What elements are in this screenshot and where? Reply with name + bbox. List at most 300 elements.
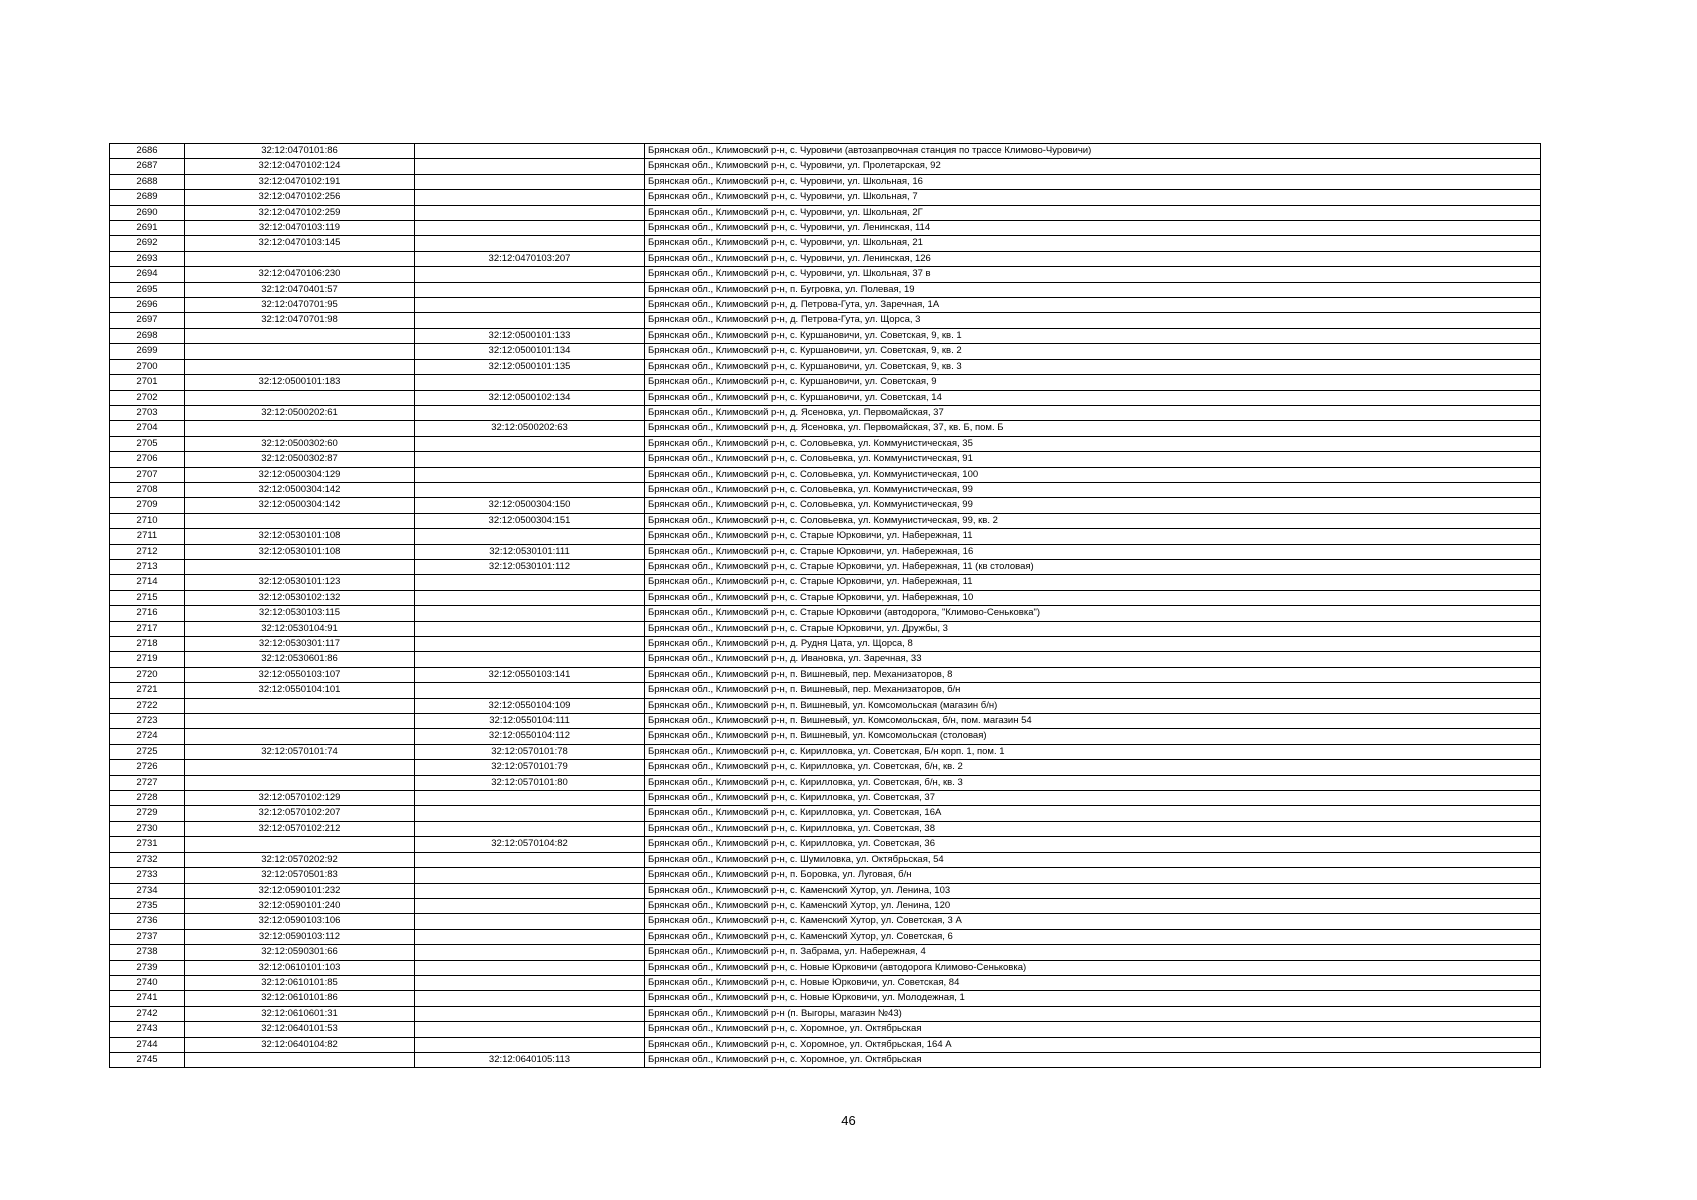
land-cadastral-number-cell: 32:12:0570101:74 — [185, 744, 415, 759]
building-cadastral-number-cell: 32:12:0550104:111 — [415, 714, 645, 729]
row-number-cell: 2716 — [110, 606, 185, 621]
land-cadastral-number-cell: 32:12:0470106:230 — [185, 267, 415, 282]
building-cadastral-number-cell — [415, 159, 645, 174]
row-number-cell: 2695 — [110, 282, 185, 297]
building-cadastral-number-cell — [415, 236, 645, 251]
row-number-cell: 2692 — [110, 236, 185, 251]
row-number-cell: 2707 — [110, 467, 185, 482]
address-cell: Брянская обл., Климовский р-н, с. Шумиловка, ул. Октябрьская, 54 — [645, 852, 1541, 867]
building-cadastral-number-cell — [415, 205, 645, 220]
row-number-cell: 2732 — [110, 852, 185, 867]
table-row — [110, 405, 1541, 420]
land-cadastral-number-cell: 32:12:0500302:60 — [185, 436, 415, 451]
building-cadastral-number-cell: 32:12:0550104:112 — [415, 729, 645, 744]
row-number-cell: 2743 — [110, 1022, 185, 1037]
row-number-cell: 2686 — [110, 144, 185, 159]
row-number-cell: 2717 — [110, 621, 185, 636]
building-cadastral-number-cell: 32:12:0500102:134 — [415, 390, 645, 405]
address-cell: Брянская обл., Климовский р-н, с. Соловьевка, ул. Коммунистическая, 99 — [645, 482, 1541, 497]
address-cell: Брянская обл., Климовский р-н, с. Чуровичи, ул. Школьная, 21 — [645, 236, 1541, 251]
address-cell: Брянская обл., Климовский р-н, с. Новые Юрковичи, ул. Советская, 84 — [645, 975, 1541, 990]
building-cadastral-number-cell: 32:12:0500304:151 — [415, 513, 645, 528]
land-cadastral-number-cell: 32:12:0530103:115 — [185, 606, 415, 621]
address-cell: Брянская обл., Климовский р-н, с. Каменский Хутор, ул. Советская, 3 А — [645, 914, 1541, 929]
row-number-cell: 2701 — [110, 375, 185, 390]
land-cadastral-number-cell: 32:12:0610101:85 — [185, 975, 415, 990]
address-cell: Брянская обл., Климовский р-н, с. Кирилловка, ул. Советская, б/н, кв. 3 — [645, 775, 1541, 790]
row-number-cell: 2696 — [110, 298, 185, 313]
building-cadastral-number-cell — [415, 1037, 645, 1052]
land-cadastral-number-cell: 32:12:0530101:108 — [185, 544, 415, 559]
table-row — [110, 559, 1541, 574]
table-row — [110, 960, 1541, 975]
land-cadastral-number-cell: 32:12:0470103:145 — [185, 236, 415, 251]
table-row — [110, 852, 1541, 867]
building-cadastral-number-cell — [415, 1006, 645, 1021]
land-cadastral-number-cell — [185, 729, 415, 744]
land-cadastral-number-cell — [185, 513, 415, 528]
land-cadastral-number-cell — [185, 1052, 415, 1067]
row-number-cell: 2736 — [110, 914, 185, 929]
building-cadastral-number-cell — [415, 991, 645, 1006]
land-cadastral-number-cell: 32:12:0530102:132 — [185, 590, 415, 605]
row-number-cell: 2735 — [110, 898, 185, 913]
land-cadastral-number-cell — [185, 760, 415, 775]
address-cell: Брянская обл., Климовский р-н, с. Хоромное, ул. Октябрьская — [645, 1022, 1541, 1037]
table-row — [110, 837, 1541, 852]
land-cadastral-number-cell — [185, 559, 415, 574]
building-cadastral-number-cell — [415, 575, 645, 590]
address-cell: Брянская обл., Климовский р-н, с. Соловьевка, ул. Коммунистическая, 99 — [645, 498, 1541, 513]
land-cadastral-number-cell: 32:12:0590103:106 — [185, 914, 415, 929]
row-number-cell: 2740 — [110, 975, 185, 990]
land-cadastral-number-cell: 32:12:0500302:87 — [185, 452, 415, 467]
row-number-cell: 2715 — [110, 590, 185, 605]
building-cadastral-number-cell: 32:12:0500101:133 — [415, 328, 645, 343]
address-cell: Брянская обл., Климовский р-н, с. Куршановичи, ул. Советская, 9, кв. 3 — [645, 359, 1541, 374]
table-row — [110, 313, 1541, 328]
row-number-cell: 2713 — [110, 559, 185, 574]
table-row — [110, 498, 1541, 513]
land-cadastral-number-cell: 32:12:0470701:98 — [185, 313, 415, 328]
table-row — [110, 236, 1541, 251]
building-cadastral-number-cell — [415, 313, 645, 328]
address-cell: Брянская обл., Климовский р-н (п. Выгоры, магазин №43) — [645, 1006, 1541, 1021]
row-number-cell: 2741 — [110, 991, 185, 1006]
row-number-cell: 2720 — [110, 667, 185, 682]
building-cadastral-number-cell — [415, 282, 645, 297]
building-cadastral-number-cell: 32:12:0500101:134 — [415, 344, 645, 359]
land-cadastral-number-cell: 32:12:0530601:86 — [185, 652, 415, 667]
building-cadastral-number-cell — [415, 652, 645, 667]
land-cadastral-number-cell: 32:12:0570501:83 — [185, 868, 415, 883]
table-row — [110, 667, 1541, 682]
table-row — [110, 328, 1541, 343]
address-cell: Брянская обл., Климовский р-н, с. Кирилловка, ул. Советская, 37 — [645, 791, 1541, 806]
table-row — [110, 544, 1541, 559]
table-row — [110, 221, 1541, 236]
address-cell: Брянская обл., Климовский р-н, с. Соловьевка, ул. Коммунистическая, 99, кв. 2 — [645, 513, 1541, 528]
building-cadastral-number-cell — [415, 852, 645, 867]
land-cadastral-number-cell: 32:12:0470103:119 — [185, 221, 415, 236]
address-cell: Брянская обл., Климовский р-н, п. Вишневый, пер. Механизаторов, б/н — [645, 683, 1541, 698]
land-cadastral-number-cell — [185, 328, 415, 343]
land-cadastral-number-cell: 32:12:0470701:95 — [185, 298, 415, 313]
address-cell: Брянская обл., Климовский р-н, с. Кирилловка, ул. Советская, 16А — [645, 806, 1541, 821]
row-number-cell: 2705 — [110, 436, 185, 451]
land-cadastral-number-cell — [185, 251, 415, 266]
land-cadastral-number-cell: 32:12:0590101:232 — [185, 883, 415, 898]
table-row — [110, 529, 1541, 544]
row-number-cell: 2718 — [110, 637, 185, 652]
address-cell: Брянская обл., Климовский р-н, д. Ясеновка, ул. Первомайская, 37 — [645, 405, 1541, 420]
building-cadastral-number-cell — [415, 975, 645, 990]
row-number-cell: 2733 — [110, 868, 185, 883]
address-cell: Брянская обл., Климовский р-н, с. Кирилловка, ул. Советская, 36 — [645, 837, 1541, 852]
land-cadastral-number-cell — [185, 390, 415, 405]
address-cell: Брянская обл., Климовский р-н, с. Хоромное, ул. Октябрьская — [645, 1052, 1541, 1067]
address-cell: Брянская обл., Климовский р-н, с. Куршановичи, ул. Советская, 9 — [645, 375, 1541, 390]
land-cadastral-number-cell: 32:12:0610601:31 — [185, 1006, 415, 1021]
land-cadastral-number-cell: 32:12:0500304:142 — [185, 482, 415, 497]
row-number-cell: 2734 — [110, 883, 185, 898]
building-cadastral-number-cell — [415, 960, 645, 975]
table-row — [110, 775, 1541, 790]
land-cadastral-number-cell: 32:12:0610101:86 — [185, 991, 415, 1006]
table-row — [110, 144, 1541, 159]
row-number-cell: 2730 — [110, 821, 185, 836]
building-cadastral-number-cell — [415, 174, 645, 189]
table-row — [110, 267, 1541, 282]
building-cadastral-number-cell: 32:12:0500101:135 — [415, 359, 645, 374]
row-number-cell: 2726 — [110, 760, 185, 775]
table-row — [110, 359, 1541, 374]
row-number-cell: 2710 — [110, 513, 185, 528]
land-cadastral-number-cell: 32:12:0470101:86 — [185, 144, 415, 159]
table-row — [110, 698, 1541, 713]
row-number-cell: 2725 — [110, 744, 185, 759]
building-cadastral-number-cell — [415, 144, 645, 159]
row-number-cell: 2698 — [110, 328, 185, 343]
address-cell: Брянская обл., Климовский р-н, с. Старые Юрковичи, ул. Набережная, 11 — [645, 529, 1541, 544]
row-number-cell: 2729 — [110, 806, 185, 821]
table-row — [110, 390, 1541, 405]
land-cadastral-number-cell: 32:12:0570202:92 — [185, 852, 415, 867]
address-cell: Брянская обл., Климовский р-н, с. Куршановичи, ул. Советская, 14 — [645, 390, 1541, 405]
table-row — [110, 975, 1541, 990]
building-cadastral-number-cell: 32:12:0530101:112 — [415, 559, 645, 574]
table-row — [110, 205, 1541, 220]
table-row — [110, 1037, 1541, 1052]
address-cell: Брянская обл., Климовский р-н, п. Бугровка, ул. Полевая, 19 — [645, 282, 1541, 297]
building-cadastral-number-cell — [415, 929, 645, 944]
address-cell: Брянская обл., Климовский р-н, п. Вишневый, ул. Комсомольская (столовая) — [645, 729, 1541, 744]
table-row — [110, 744, 1541, 759]
land-cadastral-number-cell — [185, 714, 415, 729]
building-cadastral-number-cell — [415, 267, 645, 282]
row-number-cell: 2714 — [110, 575, 185, 590]
table-row — [110, 482, 1541, 497]
building-cadastral-number-cell: 32:12:0570101:80 — [415, 775, 645, 790]
building-cadastral-number-cell — [415, 482, 645, 497]
table-row — [110, 929, 1541, 944]
address-cell: Брянская обл., Климовский р-н, с. Старые Юрковичи, ул. Набережная, 11 — [645, 575, 1541, 590]
land-cadastral-number-cell: 32:12:0530301:117 — [185, 637, 415, 652]
row-number-cell: 2745 — [110, 1052, 185, 1067]
table-row — [110, 282, 1541, 297]
building-cadastral-number-cell — [415, 298, 645, 313]
table-row — [110, 452, 1541, 467]
address-cell: Брянская обл., Климовский р-н, с. Старые Юрковичи, ул. Набережная, 11 (кв столовая) — [645, 559, 1541, 574]
row-number-cell: 2691 — [110, 221, 185, 236]
address-cell: Брянская обл., Климовский р-н, с. Чуровичи, ул. Школьная, 7 — [645, 190, 1541, 205]
land-cadastral-number-cell: 32:12:0590103:112 — [185, 929, 415, 944]
registry-table-body — [110, 144, 1541, 1068]
table-row — [110, 174, 1541, 189]
building-cadastral-number-cell: 32:12:0640105:113 — [415, 1052, 645, 1067]
building-cadastral-number-cell — [415, 791, 645, 806]
row-number-cell: 2731 — [110, 837, 185, 852]
land-cadastral-number-cell — [185, 344, 415, 359]
address-cell: Брянская обл., Климовский р-н, с. Соловьевка, ул. Коммунистическая, 35 — [645, 436, 1541, 451]
address-cell: Брянская обл., Климовский р-н, п. Вишневый, пер. Механизаторов, 8 — [645, 667, 1541, 682]
land-cadastral-number-cell: 32:12:0470102:256 — [185, 190, 415, 205]
row-number-cell: 2737 — [110, 929, 185, 944]
table-row — [110, 467, 1541, 482]
table-row — [110, 683, 1541, 698]
land-cadastral-number-cell: 32:12:0470102:191 — [185, 174, 415, 189]
address-cell: Брянская обл., Климовский р-н, д. Рудня Цата, ул. Щорса, 8 — [645, 637, 1541, 652]
land-cadastral-number-cell: 32:12:0550103:107 — [185, 667, 415, 682]
address-cell: Брянская обл., Климовский р-н, с. Чуровичи (автозапрвочная станция по трассе Климово-Чуровичи) — [645, 144, 1541, 159]
row-number-cell: 2708 — [110, 482, 185, 497]
table-row — [110, 298, 1541, 313]
address-cell: Брянская обл., Климовский р-н, с. Кирилловка, ул. Советская, Б/н корп. 1, пом. 1 — [645, 744, 1541, 759]
land-cadastral-number-cell: 32:12:0500202:61 — [185, 405, 415, 420]
table-row — [110, 945, 1541, 960]
table-row — [110, 513, 1541, 528]
address-cell: Брянская обл., Климовский р-н, д. Петрова-Гута, ул. Заречная, 1А — [645, 298, 1541, 313]
address-cell: Брянская обл., Климовский р-н, с. Старые Юрковичи, ул. Набережная, 10 — [645, 590, 1541, 605]
table-row — [110, 344, 1541, 359]
row-number-cell: 2739 — [110, 960, 185, 975]
row-number-cell: 2719 — [110, 652, 185, 667]
row-number-cell: 2744 — [110, 1037, 185, 1052]
building-cadastral-number-cell: 32:12:0500202:63 — [415, 421, 645, 436]
row-number-cell: 2724 — [110, 729, 185, 744]
row-number-cell: 2706 — [110, 452, 185, 467]
land-cadastral-number-cell — [185, 359, 415, 374]
table-row — [110, 1022, 1541, 1037]
row-number-cell: 2689 — [110, 190, 185, 205]
row-number-cell: 2700 — [110, 359, 185, 374]
address-cell: Брянская обл., Климовский р-н, с. Куршановичи, ул. Советская, 9, кв. 2 — [645, 344, 1541, 359]
table-row — [110, 1052, 1541, 1067]
row-number-cell: 2711 — [110, 529, 185, 544]
land-cadastral-number-cell — [185, 421, 415, 436]
building-cadastral-number-cell: 32:12:0500304:150 — [415, 498, 645, 513]
row-number-cell: 2712 — [110, 544, 185, 559]
table-row — [110, 251, 1541, 266]
building-cadastral-number-cell — [415, 945, 645, 960]
building-cadastral-number-cell: 32:12:0570104:82 — [415, 837, 645, 852]
address-cell: Брянская обл., Климовский р-н, с. Новые Юрковичи (автодорога Климово-Сеньковка) — [645, 960, 1541, 975]
land-cadastral-number-cell: 32:12:0640104:82 — [185, 1037, 415, 1052]
row-number-cell: 2722 — [110, 698, 185, 713]
building-cadastral-number-cell — [415, 914, 645, 929]
address-cell: Брянская обл., Климовский р-н, д. Петрова-Гута, ул. Щорса, 3 — [645, 313, 1541, 328]
table-row — [110, 375, 1541, 390]
row-number-cell: 2709 — [110, 498, 185, 513]
table-row — [110, 652, 1541, 667]
address-cell: Брянская обл., Климовский р-н, с. Каменский Хутор, ул. Ленина, 103 — [645, 883, 1541, 898]
table-row — [110, 898, 1541, 913]
land-cadastral-number-cell: 32:12:0570102:212 — [185, 821, 415, 836]
building-cadastral-number-cell — [415, 590, 645, 605]
building-cadastral-number-cell — [415, 1022, 645, 1037]
address-cell: Брянская обл., Климовский р-н, с. Соловьевка, ул. Коммунистическая, 91 — [645, 452, 1541, 467]
land-cadastral-number-cell: 32:12:0570102:129 — [185, 791, 415, 806]
address-cell: Брянская обл., Климовский р-н, с. Новые Юрковичи, ул. Молодежная, 1 — [645, 991, 1541, 1006]
row-number-cell: 2738 — [110, 945, 185, 960]
row-number-cell: 2704 — [110, 421, 185, 436]
building-cadastral-number-cell: 32:12:0470103:207 — [415, 251, 645, 266]
table-row — [110, 621, 1541, 636]
table-row — [110, 760, 1541, 775]
land-cadastral-number-cell: 32:12:0500304:129 — [185, 467, 415, 482]
land-cadastral-number-cell: 32:12:0570102:207 — [185, 806, 415, 821]
row-number-cell: 2703 — [110, 405, 185, 420]
table-row — [110, 606, 1541, 621]
land-cadastral-number-cell: 32:12:0500101:183 — [185, 375, 415, 390]
table-row — [110, 806, 1541, 821]
row-number-cell: 2727 — [110, 775, 185, 790]
row-number-cell: 2699 — [110, 344, 185, 359]
building-cadastral-number-cell: 32:12:0570101:79 — [415, 760, 645, 775]
row-number-cell: 2687 — [110, 159, 185, 174]
building-cadastral-number-cell — [415, 637, 645, 652]
address-cell: Брянская обл., Климовский р-н, п. Вишневый, ул. Комсомольская (магазин б/н) — [645, 698, 1541, 713]
land-cadastral-number-cell — [185, 837, 415, 852]
land-cadastral-number-cell: 32:12:0470401:57 — [185, 282, 415, 297]
land-cadastral-number-cell: 32:12:0550104:101 — [185, 683, 415, 698]
row-number-cell: 2702 — [110, 390, 185, 405]
land-cadastral-number-cell: 32:12:0640101:53 — [185, 1022, 415, 1037]
row-number-cell: 2693 — [110, 251, 185, 266]
address-cell: Брянская обл., Климовский р-н, д. Ивановка, ул. Заречная, 33 — [645, 652, 1541, 667]
building-cadastral-number-cell — [415, 375, 645, 390]
building-cadastral-number-cell — [415, 898, 645, 913]
row-number-cell: 2721 — [110, 683, 185, 698]
land-cadastral-number-cell: 32:12:0610101:103 — [185, 960, 415, 975]
land-cadastral-number-cell: 32:12:0530101:123 — [185, 575, 415, 590]
building-cadastral-number-cell — [415, 683, 645, 698]
building-cadastral-number-cell — [415, 436, 645, 451]
address-cell: Брянская обл., Климовский р-н, с. Чуровичи, ул. Пролетарская, 92 — [645, 159, 1541, 174]
address-cell: Брянская обл., Климовский р-н, с. Кирилловка, ул. Советская, б/н, кв. 2 — [645, 760, 1541, 775]
row-number-cell: 2728 — [110, 791, 185, 806]
table-row — [110, 421, 1541, 436]
address-cell: Брянская обл., Климовский р-н, с. Чуровичи, ул. Школьная, 37 в — [645, 267, 1541, 282]
land-cadastral-number-cell — [185, 775, 415, 790]
table-row — [110, 714, 1541, 729]
table-row — [110, 436, 1541, 451]
building-cadastral-number-cell — [415, 806, 645, 821]
land-cadastral-number-cell: 32:12:0530101:108 — [185, 529, 415, 544]
building-cadastral-number-cell — [415, 467, 645, 482]
building-cadastral-number-cell — [415, 621, 645, 636]
table-row — [110, 590, 1541, 605]
land-cadastral-number-cell: 32:12:0470102:259 — [185, 205, 415, 220]
address-cell: Брянская обл., Климовский р-н, с. Старые Юрковичи, ул. Набережная, 16 — [645, 544, 1541, 559]
land-cadastral-number-cell — [185, 698, 415, 713]
row-number-cell: 2694 — [110, 267, 185, 282]
building-cadastral-number-cell — [415, 190, 645, 205]
land-cadastral-number-cell: 32:12:0470102:124 — [185, 159, 415, 174]
address-cell: Брянская обл., Климовский р-н, с. Чуровичи, ул. Школьная, 2Г — [645, 205, 1541, 220]
table-row — [110, 637, 1541, 652]
row-number-cell: 2742 — [110, 1006, 185, 1021]
property-registry-table — [109, 143, 1541, 1068]
table-row — [110, 729, 1541, 744]
row-number-cell: 2723 — [110, 714, 185, 729]
table-row — [110, 159, 1541, 174]
row-number-cell: 2688 — [110, 174, 185, 189]
building-cadastral-number-cell: 32:12:0550104:109 — [415, 698, 645, 713]
address-cell: Брянская обл., Климовский р-н, д. Ясеновка, ул. Первомайская, 37, кв. Б, пом. Б — [645, 421, 1541, 436]
table-row — [110, 991, 1541, 1006]
building-cadastral-number-cell: 32:12:0570101:78 — [415, 744, 645, 759]
address-cell: Брянская обл., Климовский р-н, с. Старые Юрковичи, ул. Дружбы, 3 — [645, 621, 1541, 636]
building-cadastral-number-cell — [415, 868, 645, 883]
address-cell: Брянская обл., Климовский р-н, с. Каменский Хутор, ул. Ленина, 120 — [645, 898, 1541, 913]
table-row — [110, 575, 1541, 590]
table-row — [110, 883, 1541, 898]
address-cell: Брянская обл., Климовский р-н, с. Кирилловка, ул. Советская, 38 — [645, 821, 1541, 836]
table-row — [110, 791, 1541, 806]
address-cell: Брянская обл., Климовский р-н, с. Старые Юрковичи (автодорога, "Климово-Сеньковка") — [645, 606, 1541, 621]
address-cell: Брянская обл., Климовский р-н, п. Забрама, ул. Набережная, 4 — [645, 945, 1541, 960]
land-cadastral-number-cell: 32:12:0590101:240 — [185, 898, 415, 913]
address-cell: Брянская обл., Климовский р-н, с. Соловьевка, ул. Коммунистическая, 100 — [645, 467, 1541, 482]
address-cell: Брянская обл., Климовский р-н, п. Боровка, ул. Луговая, б/н — [645, 868, 1541, 883]
table-row — [110, 868, 1541, 883]
row-number-cell: 2690 — [110, 205, 185, 220]
table-row — [110, 1006, 1541, 1021]
table-row — [110, 821, 1541, 836]
building-cadastral-number-cell — [415, 221, 645, 236]
address-cell: Брянская обл., Климовский р-н, с. Хоромное, ул. Октябрьская, 164 А — [645, 1037, 1541, 1052]
address-cell: Брянская обл., Климовский р-н, с. Чуровичи, ул. Ленинская, 126 — [645, 251, 1541, 266]
building-cadastral-number-cell — [415, 821, 645, 836]
row-number-cell: 2697 — [110, 313, 185, 328]
building-cadastral-number-cell — [415, 606, 645, 621]
building-cadastral-number-cell — [415, 529, 645, 544]
building-cadastral-number-cell — [415, 405, 645, 420]
building-cadastral-number-cell: 32:12:0530101:111 — [415, 544, 645, 559]
building-cadastral-number-cell — [415, 452, 645, 467]
table-row — [110, 190, 1541, 205]
land-cadastral-number-cell: 32:12:0590301:66 — [185, 945, 415, 960]
address-cell: Брянская обл., Климовский р-н, с. Чуровичи, ул. Ленинская, 114 — [645, 221, 1541, 236]
address-cell: Брянская обл., Климовский р-н, п. Вишневый, ул. Комсомольская, б/н, пом. магазин 54 — [645, 714, 1541, 729]
land-cadastral-number-cell: 32:12:0530104:91 — [185, 621, 415, 636]
table-row — [110, 914, 1541, 929]
address-cell: Брянская обл., Климовский р-н, с. Чуровичи, ул. Школьная, 16 — [645, 174, 1541, 189]
land-cadastral-number-cell: 32:12:0500304:142 — [185, 498, 415, 513]
address-cell: Брянская обл., Климовский р-н, с. Каменский Хутор, ул. Советская, 6 — [645, 929, 1541, 944]
page-number: 46 — [841, 1113, 856, 1128]
